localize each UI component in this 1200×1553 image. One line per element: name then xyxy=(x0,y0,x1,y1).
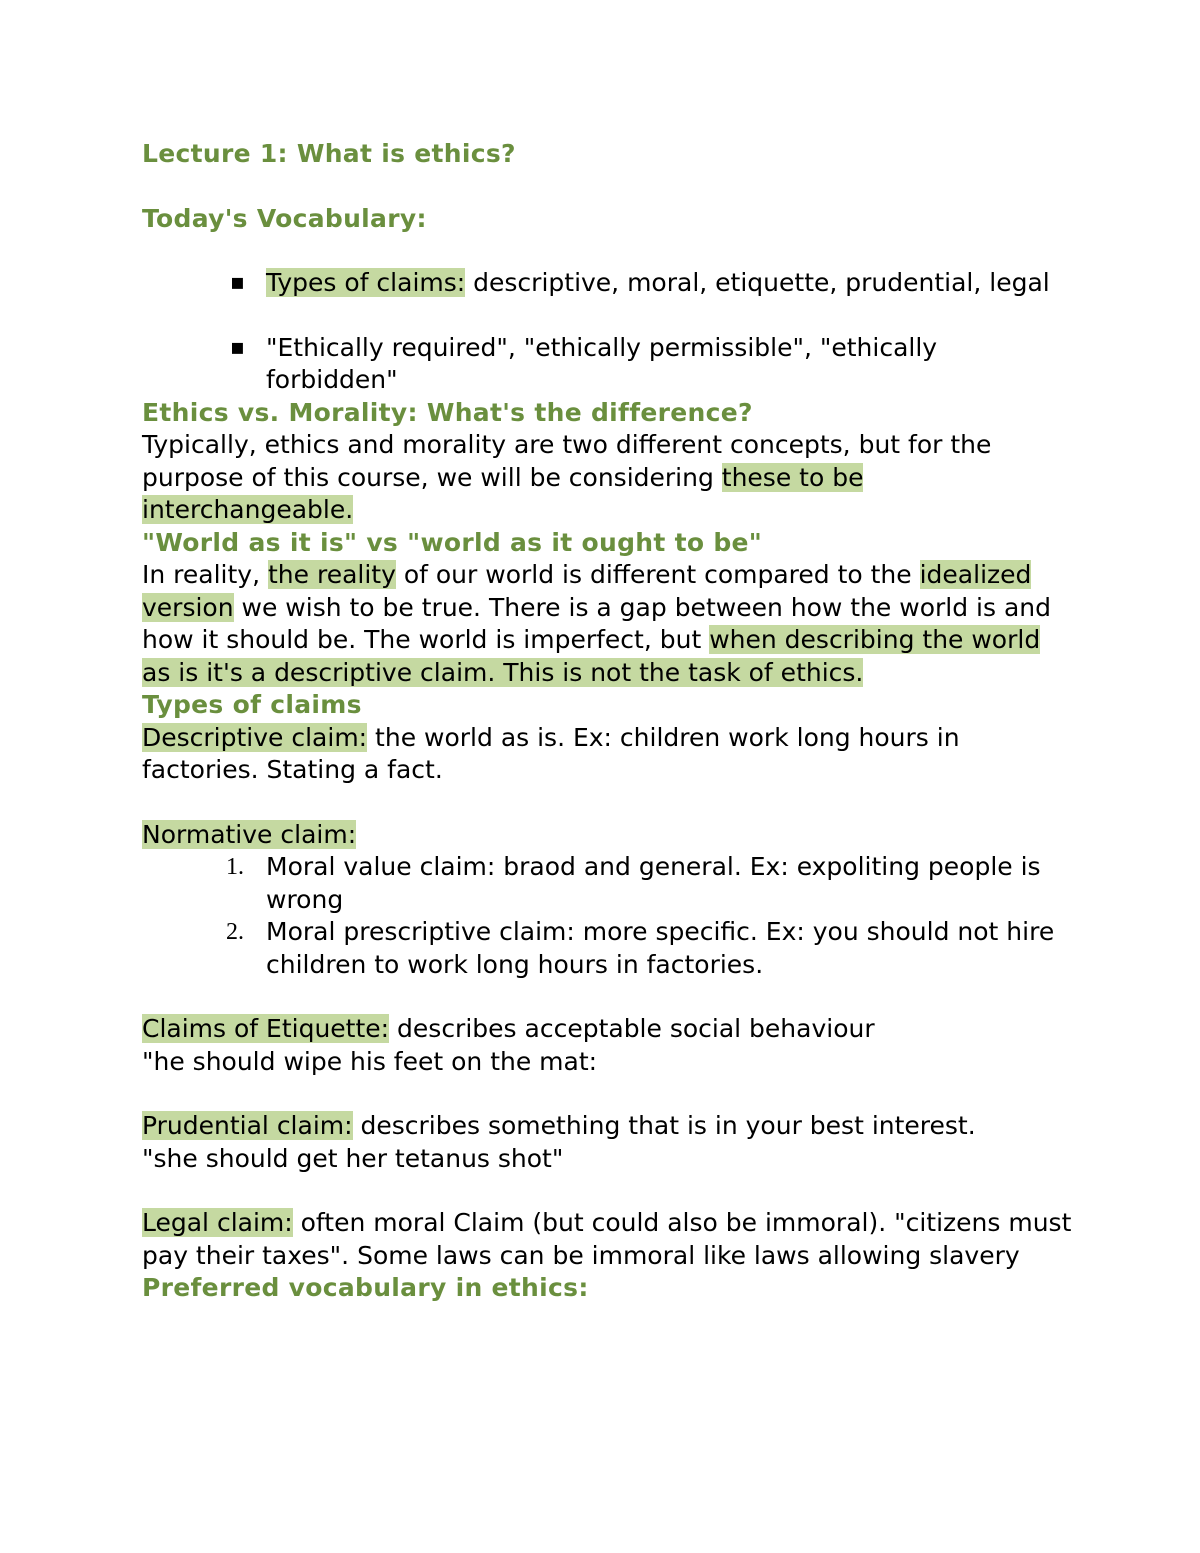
paragraph xyxy=(142,429,1072,527)
vocab-item-text: "Ethically required", "ethically permissible", "ethically forbidden" xyxy=(266,332,938,394)
paragraph-text: often moral Claim (but could also be immoral). "citizens must pay their taxes". Some laws can be immoral like laws allowing slavery xyxy=(142,1208,1072,1270)
spacer xyxy=(142,235,1072,267)
highlighted-text: these to be interchangeable. xyxy=(142,462,864,524)
paragraph xyxy=(142,722,1072,787)
list-item xyxy=(142,851,1072,916)
highlighted-term: Descriptive claim: xyxy=(142,722,368,752)
list-number: 2. xyxy=(226,919,244,945)
spacer xyxy=(142,981,1072,1013)
list-number: 1. xyxy=(226,854,244,880)
section-heading-ethics-vs-morality: Ethics vs. Morality: What's the difference? xyxy=(142,397,753,427)
section-heading-preferred-vocabulary: Preferred vocabulary in ethics: xyxy=(142,1273,589,1302)
highlighted-text: idealized version xyxy=(142,560,1032,622)
highlighted-text: the reality xyxy=(267,560,396,589)
highlighted-term: Normative claim: xyxy=(142,819,357,849)
highlighted-term: Prudential claim: xyxy=(142,1111,353,1140)
list-item xyxy=(142,267,1072,300)
section-heading-types-of-claims: Types of claims xyxy=(142,690,362,719)
vocab-heading: Today's Vocabulary: xyxy=(142,203,427,233)
paragraph-text: the world as is. Ex: children work long hours in factories. Stating a fact. xyxy=(142,722,960,784)
paragraph xyxy=(142,1013,1072,1046)
bullet-icon: ▪ xyxy=(230,334,245,360)
highlighted-term: Types of claims: xyxy=(266,268,466,297)
spacer xyxy=(142,1175,1072,1207)
highlighted-term: Legal claim: xyxy=(142,1208,293,1237)
highlighted-text: when describing the world as is it's a descriptive claim. This is not the task of ethics. xyxy=(142,625,1041,687)
vocab-item-text: descriptive, moral, etiquette, prudential, legal xyxy=(465,268,1050,297)
highlighted-term: Claims of Etiquette: xyxy=(142,1014,390,1043)
paragraph-text: describes acceptable social behaviour xyxy=(389,1014,875,1043)
list-item-text: Moral prescriptive claim: more specific. Ex: you should not hire children to work long hours in factories. xyxy=(266,917,1055,979)
paragraph xyxy=(142,1110,1072,1143)
spacer xyxy=(142,171,1072,203)
spacer xyxy=(142,1078,1072,1110)
spacer xyxy=(142,300,1072,332)
vocab-list xyxy=(142,267,1072,397)
paragraph-text: we wish to be true. There is a gap between how the world is and how it should be. The world is imperfect, but xyxy=(142,592,1051,654)
list-item-text: Moral value claim: braod and general. Ex: expoliting people is wrong xyxy=(266,852,1041,914)
paragraph: "she should get her tetanus shot" xyxy=(142,1143,564,1173)
paragraph-text: Typically, ethics and morality are two different concepts, but for the purpose of this course, we will be considering xyxy=(142,430,992,492)
paragraph-text: describes something that is in your best interest. xyxy=(352,1111,976,1140)
paragraph xyxy=(142,1207,1072,1272)
bullet-icon: ▪ xyxy=(230,270,245,295)
section-heading-world: "World as it is" vs "world as it ought to be" xyxy=(142,527,763,557)
document-page xyxy=(142,138,1072,1305)
normative-list xyxy=(142,851,1072,981)
paragraph xyxy=(142,559,1072,689)
list-item xyxy=(142,332,1072,397)
paragraph-text: In reality, xyxy=(142,560,268,589)
spacer xyxy=(142,787,1072,819)
list-item xyxy=(142,916,1072,981)
paragraph: "he should wipe his feet on the mat: xyxy=(142,1046,598,1076)
lecture-title: Lecture 1: What is ethics? xyxy=(142,139,516,168)
paragraph xyxy=(142,819,1072,852)
paragraph-text: of our world is different compared to the xyxy=(395,560,920,589)
